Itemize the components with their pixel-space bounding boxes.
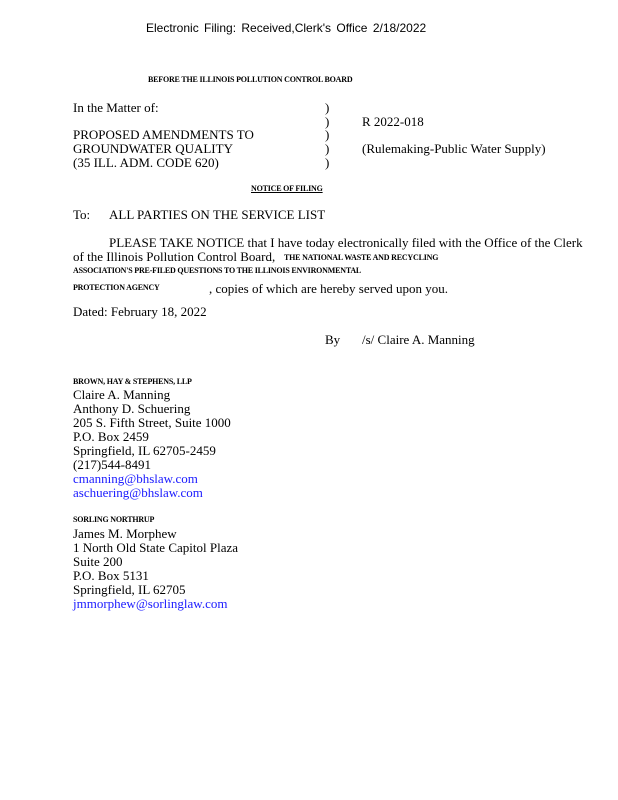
firm-2-name: SORLING NORTHRUP — [73, 515, 155, 524]
signature: /s/ Claire A. Manning — [362, 332, 475, 347]
firm-2-line: James M. Morphew — [73, 526, 177, 541]
caption-line-1: PROPOSED AMENDMENTS TO — [73, 127, 254, 142]
paren: ) — [325, 100, 330, 115]
firm-1-name: BROWN, HAY & STEPHENS, LLP — [73, 377, 192, 386]
firm-2-line: 1 North Old State Capitol Plaza — [73, 540, 239, 555]
caption-line-2: GROUNDWATER QUALITY — [73, 141, 233, 156]
firm-1-line: Claire A. Manning — [73, 387, 171, 402]
in-matter-of: In the Matter of: — [73, 100, 159, 115]
dated: Dated: February 18, 2022 — [73, 304, 207, 319]
board-title: BEFORE THE ILLINOIS POLLUTION CONTROL BOARD — [148, 75, 353, 84]
body-line-3: ASSOCIATION'S PRE-FILED QUESTIONS TO THE ILLINOIS ENVIRONMENTAL — [73, 266, 362, 275]
firm-2-line: Springfield, IL 62705 — [73, 582, 186, 597]
to-label: To: — [73, 207, 91, 222]
email-link[interactable]: cmanning@bhslaw.com — [73, 471, 198, 486]
body-line-1: PLEASE TAKE NOTICE that I have today electronically filed with the Office of the Clerk — [109, 235, 583, 250]
docket-number: R 2022-018 — [362, 114, 424, 129]
filing-stamp: Electronic Filing: Received,Clerk's Office 2/18/2022 — [146, 21, 427, 35]
body-line-2b: THE NATIONAL WASTE AND RECYCLING — [284, 253, 439, 262]
email-link[interactable]: jmmorphew@sorlinglaw.com — [73, 596, 228, 611]
firm-1-line: 205 S. Fifth Street, Suite 1000 — [73, 415, 231, 430]
firm-1-line: (217)544-8491 — [73, 457, 151, 472]
caption-line-3: (35 ILL. ADM. CODE 620) — [73, 155, 219, 170]
paren: ) — [325, 127, 330, 142]
body-line-4b: , copies of which are hereby served upon you. — [209, 281, 448, 296]
email-link[interactable]: aschuering@bhslaw.com — [73, 485, 203, 500]
paren: ) — [325, 114, 330, 129]
firm-2-line: P.O. Box 5131 — [73, 568, 149, 583]
body-line-4a: PROTECTION AGENCY — [73, 283, 160, 292]
firm-1-line: P.O. Box 2459 — [73, 429, 149, 444]
to-value: ALL PARTIES ON THE SERVICE LIST — [109, 207, 326, 222]
firm-1-line: Anthony D. Schuering — [73, 401, 191, 416]
firm-1-line: Springfield, IL 62705-2459 — [73, 443, 216, 458]
body-line-2a: of the Illinois Pollution Control Board, — [73, 249, 276, 264]
firm-2-line: Suite 200 — [73, 554, 123, 569]
paren: ) — [325, 155, 330, 170]
proceeding-type: (Rulemaking-Public Water Supply) — [362, 141, 546, 156]
paren: ) — [325, 141, 330, 156]
signature-by: By — [325, 332, 341, 347]
notice-title: NOTICE OF FILING — [251, 184, 323, 193]
